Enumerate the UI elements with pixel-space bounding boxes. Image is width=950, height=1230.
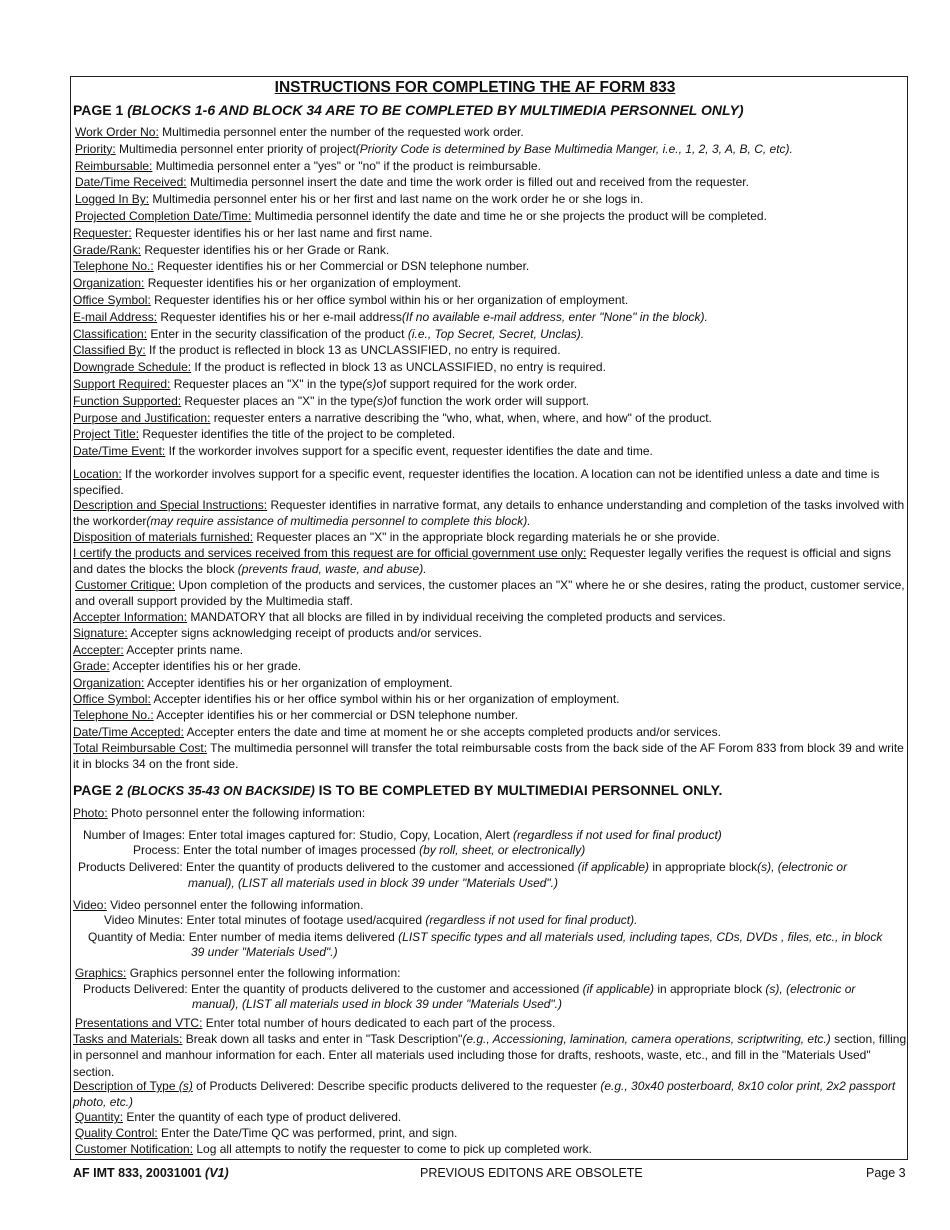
video-quantity-of-media: Quantity of Media: Enter number of media items delivered (LIST specific types and all materials used, including tapes, CDs, DVDs , files, etc., in block [88, 930, 883, 944]
accepter-item: Accepter: Accepter prints name. [73, 642, 244, 657]
presentations-instruction: Presentations and VTC: Enter total number of hours dedicated to each part of the process. [75, 1016, 556, 1030]
description-instruction: Description and Special Instructions: Requester identifies in narrative format, any details to enhance understanding and completion of the tasks involved with the workorder(may require assistance of multimedia personnel to complete this block). [73, 498, 905, 529]
quality-control-instruction: Quality Control: Enter the Date/Time QC was performed, print, and sign. [75, 1126, 458, 1140]
tasks-materials-instruction: Tasks and Materials: Break down all tasks and enter in "Task Description"(e.g., Accessioning, lamination, camera operations, scriptwriting, etc.) section, filling in personnel and manhour information for each. Enter all materials used including those for drafts, reshoots, waste, etc., and fill in the "Materials Used" section. [73, 1032, 907, 1079]
photo-process: Process: Enter the total number of images processed (by roll, sheet, or electronically) [133, 843, 586, 857]
page1-item: Classification: Enter in the security classification of the product (i.e., Top Secret, Secret, Unclas). [73, 326, 585, 341]
type-description-instruction: Description of Type (s) of Products Delivered: Describe specific products delivered to the requester (e.g., 30x40 posterboard, 8x10 color print, 2x2 passport photo, etc.) [73, 1079, 896, 1110]
page-title: INSTRUCTIONS FOR COMPLETING THE AF FORM 833 [274, 79, 676, 96]
obsolete-notice: PREVIOUS EDITONS ARE OBSOLETE [420, 1166, 643, 1180]
page1-item: Office Symbol: Requester identifies his or her office symbol within his or her organization of employment. [73, 293, 629, 307]
page1-item: Date/Time Event: If the workorder involves support for a specific event, requester identifies the date and time. [73, 444, 653, 459]
accepter-item: Grade: Accepter identifies his or her grade. [73, 659, 302, 674]
graphics-products-delivered-cont: manual), (LIST all materials used in block 39 under "Materials Used".) [192, 997, 563, 1011]
total-reimbursable-instruction: Total Reimbursable Cost: The multimedia personnel will transfer the total reimbursable costs from the back side of the AF Forom 833 from block 39 and write it in blocks 34 on the front side. [73, 741, 904, 772]
photo-products-delivered-cont: manual), (LIST all materials used in block 39 under "Materials Used".) [188, 876, 559, 890]
video-minutes: Video Minutes: Enter total minutes of footage used/acquired (regardless if not used for final product). [104, 913, 638, 927]
page1-item: Grade/Rank: Requester identifies his or her Grade or Rank. [73, 242, 390, 257]
video-quantity-of-media-cont: 39 under "Materials Used".) [191, 945, 338, 959]
page1-item: Work Order No: Multimedia personnel enter the number of the requested work order. [75, 125, 524, 139]
page1-item: E-mail Address: Requester identifies his or her e-mail address(If no available e-mail address, enter "None" in the block). [73, 309, 708, 324]
page1-heading: PAGE 1 (BLOCKS 1-6 AND BLOCK 34 ARE TO BE COMPLETED BY MULTIMEDIA PERSONNEL ONLY) [73, 102, 744, 118]
page1-item: Requester: Requester identifies his or her last name and first name. [73, 225, 433, 240]
page1-item: Reimbursable: Multimedia personnel enter a "yes" or "no" if the product is reimbursable. [75, 158, 541, 173]
page1-item: Organization: Requester identifies his or her organization of employment. [73, 276, 462, 291]
customer-notification-instruction: Customer Notification: Log all attempts to notify the requester to come to pick up completed work. [75, 1142, 592, 1156]
customer-critique-instruction: Customer Critique: Upon completion of the products and services, the customer places an "X" where he or she desires, rating the product, customer service, and overall support provided by the Multimedia staff. [75, 578, 905, 609]
page1-item: Projected Completion Date/Time: Multimedia personnel identify the date and time he or she projects the product will be completed. [75, 209, 767, 223]
accepter-item: Office Symbol: Accepter identifies his or her office symbol within his or her organization of employment. [73, 692, 620, 706]
page1-item: Telephone No.: Requester identifies his or her Commercial or DSN telephone number. [73, 259, 530, 274]
certify-instruction: I certify the products and services received from this request are for official government use only: Requester legally verifies the request is official and signs and dates the blocks the block (prevents fraud, waste, and abuse). [73, 546, 891, 577]
disposition-instruction: Disposition of materials furnished: Requester places an "X" in the appropriate block regarding materials he or she provide. [73, 530, 720, 544]
page-number: Page 3 [866, 1166, 906, 1180]
photo-number-of-images: Number of Images: Enter total images captured for: Studio, Copy, Location, Alert (regardless if not used for final product) [83, 828, 722, 842]
photo-products-delivered: Products Delivered: Enter the quantity of products delivered to the customer and accessioned (if applicable) in appropriate block(s), (electronic or [78, 860, 848, 874]
accepter-item: Date/Time Accepted: Accepter enters the date and time at moment he or she accepts completed products and/or services. [73, 724, 721, 739]
location-instruction: Location: If the workorder involves support for a specific event, requester identifies the location. A location can not be identified unless a date and time is specified. [73, 467, 880, 498]
page1-item: Downgrade Schedule: If the product is reflected in block 13 as UNCLASSIFIED, no entry is required. [73, 360, 606, 375]
accepter-item: Organization: Accepter identifies his or her organization of employment. [73, 675, 453, 690]
accepter-item: Telephone No.: Accepter identifies his or her commercial or DSN telephone number. [73, 708, 518, 723]
graphics-instruction: Graphics: Graphics personnel enter the following information: [75, 966, 401, 980]
graphics-products-delivered: Products Delivered: Enter the quantity of products delivered to the customer and accessioned (if applicable) in appropriate block (s), (electronic or [83, 982, 856, 996]
page1-item: Date/Time Received: Multimedia personnel insert the date and time the work order is filled out and received from the requester. [75, 175, 749, 190]
page1-item: Project Title: Requester identifies the title of the project to be completed. [73, 427, 456, 442]
photo-instruction: Photo: Photo personnel enter the following information: [73, 806, 366, 820]
page1-item: Priority: Multimedia personnel enter priority of project(Priority Code is determined by Base Multimedia Manger, i.e., 1, 2, 3, A, B, C, etc). [75, 141, 793, 156]
page1-item: Classified By: If the product is reflected in block 13 as UNCLASSIFIED, no entry is required. [73, 343, 561, 358]
quantity-instruction: Quantity: Enter the quantity of each type of product delivered. [75, 1110, 402, 1124]
accepter-item: Accepter Information: MANDATORY that all blocks are filled in by individual receiving the completed products and services. [73, 610, 726, 624]
page1-item: Logged In By: Multimedia personnel enter his or her first and last name on the work order he or she logs in. [75, 192, 644, 207]
form-number: AF IMT 833, 20031001 (V1) [73, 1166, 229, 1180]
page1-item: Support Required: Requester places an "X" in the type(s)of support required for the work order. [73, 377, 578, 391]
accepter-item: Signature: Accepter signs acknowledging receipt of products and/or services. [73, 626, 482, 641]
page1-item: Function Supported: Requester places an "X" in the type(s)of function the work order will support. [73, 393, 590, 408]
page2-heading: PAGE 2 (BLOCKS 35-43 ON BACKSIDE) IS TO BE COMPLETED BY MULTIMEDIAI PERSONNEL ONLY. [73, 782, 723, 798]
page1-item: Purpose and Justification: requester enters a narrative describing the "who, what, when, where, and how" of the product. [73, 410, 712, 425]
video-instruction: Video: Video personnel enter the following information. [73, 898, 364, 912]
